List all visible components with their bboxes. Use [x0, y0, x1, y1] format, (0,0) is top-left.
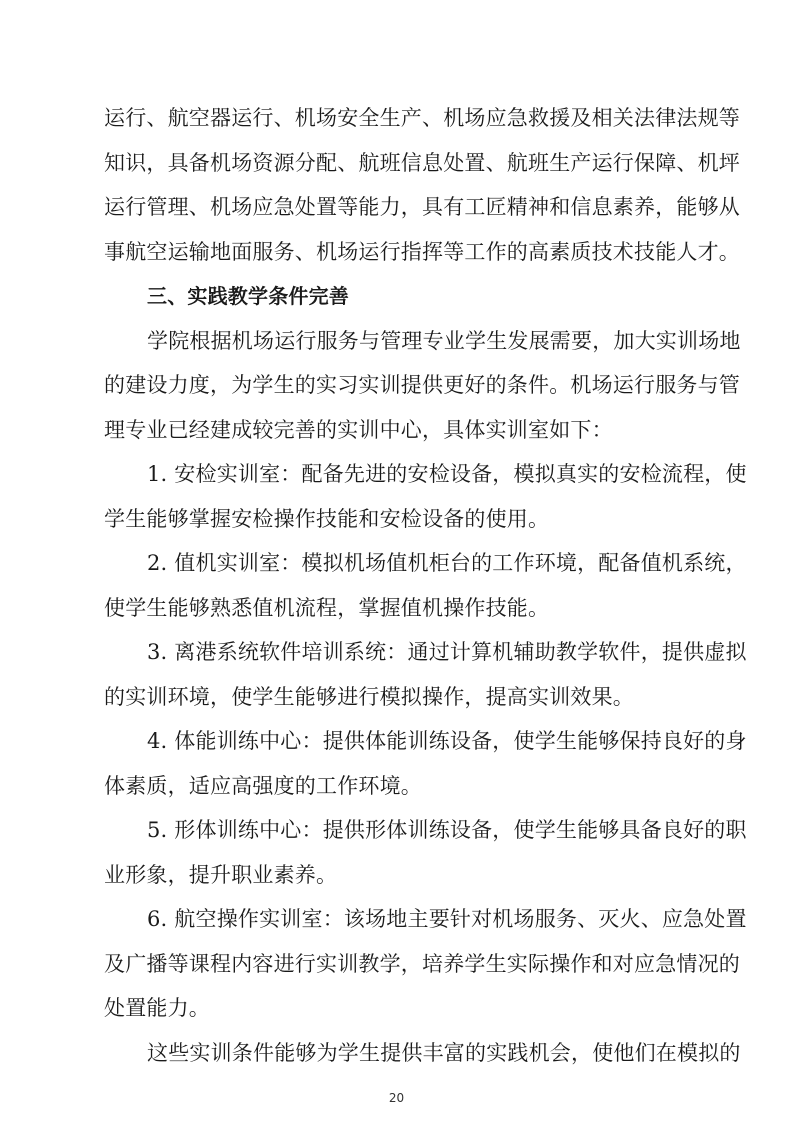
body-line: 这些实训条件能够为学生提供丰富的实践机会，使他们在模拟的 — [147, 1041, 741, 1065]
body-line: 知识，具备机场资源分配、航班信息处置、航班生产运行保障、机坪 — [104, 151, 740, 175]
list-item-line: 及广播等课程内容进行实训教学，培养学生实际操作和对应急情况的 — [104, 952, 740, 976]
list-item-line: 6. 航空操作实训室：该场地主要针对机场服务、灭火、应急处置 — [147, 907, 747, 931]
list-item-line: 体素质，适应高强度的工作环境。 — [104, 774, 422, 798]
body-line: 事航空运输地面服务、机场运行指挥等工作的高素质技术技能人才。 — [104, 240, 740, 264]
list-item-line: 5. 形体训练中心：提供形体训练设备，使学生能够具备良好的职 — [147, 818, 747, 842]
body-line: 的建设力度，为学生的实习实训提供更好的条件。机场运行服务与管 — [104, 373, 740, 397]
body-line: 理专业已经建成较完善的实训中心，具体实训室如下： — [104, 418, 613, 442]
list-item-line: 学生能够掌握安检操作技能和安检设备的使用。 — [104, 507, 550, 531]
list-item-line: 处置能力。 — [104, 996, 210, 1020]
list-item-line: 的实训环境，使学生能够进行模拟操作，提高实训效果。 — [104, 685, 634, 709]
list-item-line: 1. 安检实训室：配备先进的安检设备，模拟真实的安检流程，使 — [147, 462, 747, 486]
list-item-line: 业形象，提升职业素养。 — [104, 863, 338, 887]
list-item-line: 3. 离港系统软件培训系统：通过计算机辅助教学软件，提供虚拟 — [147, 640, 747, 664]
list-item-line: 2. 值机实训室：模拟机场值机柜台的工作环境，配备值机系统， — [147, 551, 747, 575]
list-item-line: 4. 体能训练中心：提供体能训练设备，使学生能够保持良好的身 — [147, 729, 747, 753]
section-heading: 三、实践教学条件完善 — [147, 284, 349, 308]
body-line: 运行管理、机场应急处置等能力，具有工匠精神和信息素养，能够从 — [104, 195, 740, 219]
body-line: 学院根据机场运行服务与管理专业学生发展需要，加大实训场地 — [147, 329, 741, 353]
list-item-line: 使学生能够熟悉值机流程，掌握值机操作技能。 — [104, 596, 550, 620]
body-line: 运行、航空器运行、机场安全生产、机场应急救援及相关法律法规等 — [104, 106, 740, 130]
page-number: 20 — [388, 1091, 405, 1105]
